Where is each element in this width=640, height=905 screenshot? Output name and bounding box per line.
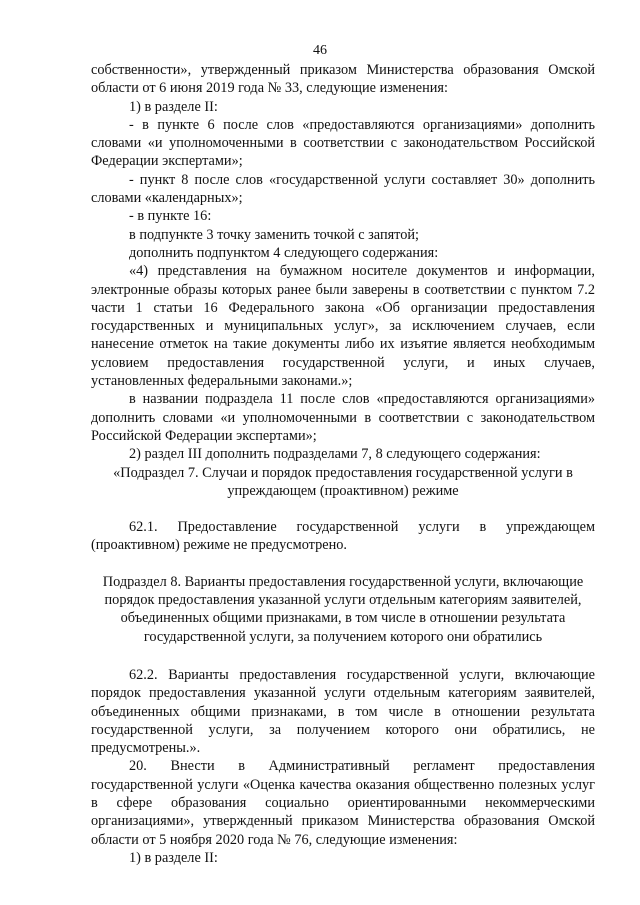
paragraph-subsection-11: в названии подраздела 11 после слов «предоставляются организациями» дополнить словами «и уполномоченными в соответствии с законодательством Российской Федерации экспертами»; [91, 391, 595, 444]
document-body [91, 61, 595, 867]
paragraph-item-6: - в пункте 6 после слов «предоставляются организациями» дополнить словами «и уполномоченными в соответствии с законодательством Российской Федерации экспертами»; [91, 116, 595, 170]
paragraph-item-8: - пункт 8 после слов «государственной услуги составляет 30» дополнить словами «календарных»; [91, 171, 595, 207]
paragraph-add-subitem-4: дополнить подпунктом 4 следующего содержания: [129, 244, 439, 261]
paragraph-section-3: 2) раздел III дополнить подразделами 7, 8 следующего содержания: [129, 446, 541, 463]
paragraph-item-16: - в пункте 16: [129, 208, 212, 225]
paragraph-section-2-b: 1) в разделе II: [129, 849, 218, 866]
paragraph-62-2: 62.2. Варианты предоставления государственной услуги, включающие порядок предоставления указанной услуги отдельным категориям заявителей, объединенных общими признаками, в том числе в отношении результата государственной услуги, за получением которого они обратились, не предусмотрены.». [91, 666, 595, 757]
subsection-8-heading: Подраздел 8. Варианты предоставления государственной услуги, включающие порядок предоставления указанной услуги отдельным категориям заявителей, объединенных общими признаками, в том числе в отношении результата государственной услуги, за получением которого они обратились [102, 573, 584, 645]
page-number: 46 [313, 43, 327, 58]
paragraph-quote-4: «4) представления на бумажном носителе документов и информации, электронные образы которых ранее были заверены в соответствии с пунктом 7.2 части 1 статьи 16 Федерального закона «Об организации предоставления государственных и муниципальных услуг», за исключением случаев, если нанесение отметок на такие документы либо их изъятие является необходимым условием предоставления государственной услуги, и иных случаев, установленных федеральными законами.»; [91, 263, 595, 390]
paragraph-subitem-3: в подпункте 3 точку заменить точкой с запятой; [129, 226, 420, 243]
paragraph-item-20: 20. Внести в Административный регламент предоставления государственной услуги «Оценка качества оказания общественно полезных услуг в сфере образования социально ориентированными некоммерческими организациями», утвержденный приказом Министерства образования Омской области от 5 ноября 2020 года № 76, следующие изменения: [91, 758, 595, 848]
subsection-7-heading: «Подраздел 7. Случаи и порядок предоставления государственной услуги в упреждающем (проактивном) режиме [113, 464, 573, 499]
paragraph-intro: собственности», утвержденный приказом Министерства образования Омской области от 6 июня 2019 года № 33, следующие изменения: [91, 62, 595, 97]
paragraph-62-1: 62.1. Предоставление государственной услуги в упреждающем (проактивном) режиме не предусмотрено. [91, 519, 595, 554]
paragraph-section-2: 1) в разделе II: [129, 98, 218, 115]
